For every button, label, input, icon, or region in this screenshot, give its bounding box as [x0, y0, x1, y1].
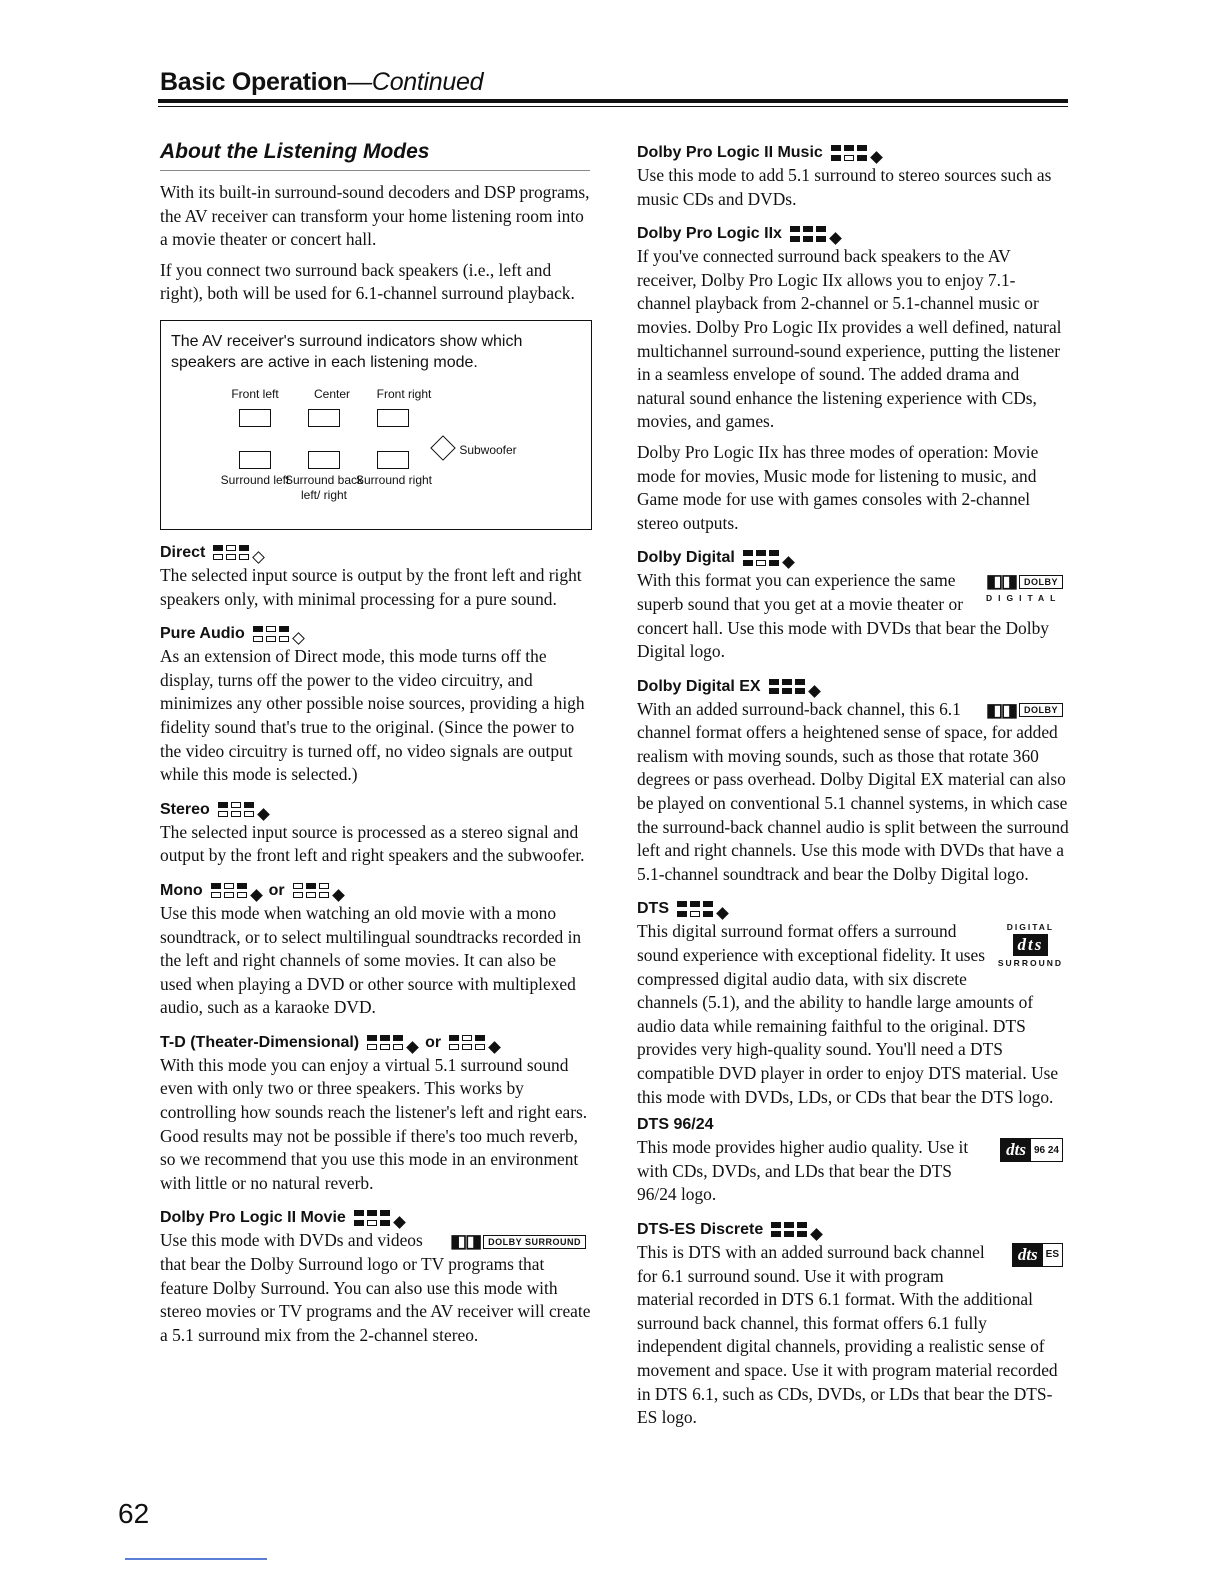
dolby-double-d-icon: ◧◨ [450, 1231, 481, 1252]
mode-name: Dolby Pro Logic IIx [637, 225, 782, 243]
header-rule-thin [158, 106, 1068, 107]
intro-paragraph: If you connect two surround back speakers (i.e., left and right), both will be used for 6.1-channel surround playback. [160, 259, 575, 304]
mode-name: Dolby Pro Logic II Movie [160, 1209, 346, 1227]
mode-description: If you've connected surround back speakers to the AV receiver, Dolby Pro Logic IIx allows you to enjoy 7.1-channel playback from 2-channel or 5.1-channel music or movies. Dolby Pro Logic IIx provides a well defined, natural multichannel surround-sound experience, putting the listener in a seamless envelope of sound. The added drama and natural sound enhance the listening experience with CDs, movies, and games. [637, 246, 1062, 432]
dolby-double-d-icon: ◧◨ [985, 699, 1016, 720]
mode-heading-direct [160, 544, 592, 562]
page-number: 62 [118, 1498, 150, 1529]
label-front-left: Front left [231, 386, 279, 401]
mode-name: T-D (Theater-Dimensional) [160, 1033, 360, 1051]
mode-description: With this mode you can enjoy a virtual 5.1 surround sound even with only two or three speakers. This works by controlling how sounds reach the listener's left and right ears. Good results may not be possible if there's too much reverb, so we recommend that you use this mode in an environment with little or no natural reverb. [160, 1054, 588, 1193]
indicator-note-box [160, 320, 592, 530]
header-rule [158, 99, 1068, 103]
mode-description: Use this mode with DVDs and videos that bear the Dolby Surround logo or TV programs that feature Dolby Surround. You can also use this mode with stereo movies or TV programs and the AV receiver will create a 5.1 surround mix from the 2-channel stereo. [160, 1230, 591, 1345]
left-column [160, 140, 592, 1354]
label-front-right: Front right [376, 386, 432, 401]
mode-heading-mono [160, 882, 592, 900]
mode-name: Stereo [160, 800, 210, 818]
surround-indicator-icon [790, 226, 840, 243]
surround-indicator-icon [213, 545, 263, 562]
mode-heading-dts [637, 900, 1069, 918]
dts-96-24-logo: dts 96 24 [1000, 1138, 1063, 1162]
section-rule [160, 170, 590, 171]
mode-description: The selected input source is output by the front left and right speakers only, with minimal processing for a pure sound. [160, 564, 582, 609]
surround-indicator-icon [449, 1035, 499, 1052]
label-center: Center [313, 386, 351, 401]
header-title: Basic Operation [160, 68, 348, 96]
mode-heading-theater-dimensional [160, 1034, 592, 1052]
mode-heading-dts-es-discrete [637, 1221, 1069, 1239]
center-speaker-box [308, 409, 340, 427]
dolby-surround-logo: ◧◨ DOLBY SURROUND [450, 1231, 586, 1252]
intro-paragraph: With its built-in surround-sound decoders and DSP programs, the AV receiver can transform your home listening room into a movie theater or concert hall. [160, 182, 590, 250]
mode-name: Dolby Pro Logic II Music [637, 144, 823, 161]
mode-description: This digital surround format offers a surround sound experience with exceptional fidelity. It uses compressed digital audio data, with six discrete channels (5.1), and the ability to handle large amounts of audio data while remaining faithful to the original. DTS provides very high-quality sound. You'll need a DTS compatible DVD player in order to enjoy DTS material. Use this mode with DVDs, LDs, or CDs that bear the DTS logo. [637, 921, 1059, 1107]
surround-right-speaker-box [377, 451, 409, 469]
mode-description: With this format you can experience the same superb sound that you get at a movie theater or concert hall. Use this mode with DVDs that bear the Dolby Digital logo. [637, 570, 1049, 662]
mode-description: Use this mode to add 5.1 surround to stereo sources such as music CDs and DVDs. [637, 165, 1052, 209]
mode-heading-pure-audio [160, 625, 592, 643]
surround-indicator-icon [769, 679, 819, 696]
dolby-digital-logo: ◧◨ DOLBY DIGITAL [985, 571, 1062, 604]
label-surround-left: Surround left [220, 472, 290, 487]
front-right-speaker-box [377, 409, 409, 427]
mode-name: Direct [160, 543, 206, 561]
surround-indicator-icon [831, 145, 881, 162]
mode-heading-dolby-pro-logic-ii-movie [160, 1209, 592, 1227]
surround-indicator-icon [354, 1210, 404, 1227]
mode-name: DTS 96/24 [637, 1116, 714, 1134]
mode-description: This mode provides higher audio quality. Use it with CDs, DVDs, and LDs that bear the DTS 96/24 logo. [637, 1137, 969, 1205]
surround-indicator-icon [293, 883, 343, 900]
right-column [637, 144, 1069, 1437]
dts-es-logo: dts ES [1012, 1243, 1063, 1267]
mode-name: DTS-ES Discrete [637, 1220, 764, 1238]
note-text: The AV receiver's surround indicators show which speakers are active in each listening mode. [171, 332, 523, 371]
or-text: or [425, 1033, 442, 1051]
section-title: About the Listening Modes [160, 140, 430, 163]
mode-description: This is DTS with an added surround back channel for 6.1 surround sound. Use it with program material recorded in DTS 6.1 format. With the additional surround back channel, this format offers 6.1 fully independent digital channels, providing a realistic sense of movement and space. Use it with program material recorded in DTS 6.1, such as CDs, DVDs, or LDs that bear the DTS-ES logo. [637, 1241, 1058, 1428]
surround-indicator-icon [218, 802, 268, 819]
mode-heading-dolby-pro-logic-ii-music [637, 144, 1069, 162]
surround-indicator-icon [253, 626, 303, 643]
label-surround-right: Surround right [355, 472, 433, 487]
mode-heading-dolby-digital-ex [637, 678, 1069, 696]
mode-heading-dolby-pro-logic-iix [637, 225, 1069, 243]
surround-indicator-icon [367, 1035, 417, 1052]
footer-rule [125, 1558, 267, 1560]
header-continued: —Continued [347, 68, 484, 96]
surround-indicator-icon [677, 901, 727, 918]
dts-digital-surround-logo: DIGITAL dts SURROUND [997, 922, 1063, 969]
mode-name: Dolby Digital EX [637, 677, 761, 695]
mode-heading-dts-96-24 [637, 1116, 1069, 1134]
or-text: or [268, 881, 285, 899]
mode-description: Dolby Pro Logic IIx has three modes of operation: Movie mode for movies, Music mode for listening to music, and Game mode for use with games consoles with 2-channel stereo outputs. [637, 441, 1039, 533]
mode-description: The selected input source is processed as a stereo signal and output by the front left and right speakers and the subwoofer. [160, 821, 585, 866]
label-surround-back: Surround back left/ right [284, 472, 364, 502]
mode-heading-stereo [160, 801, 592, 819]
mode-name: DTS [637, 900, 669, 918]
surround-indicator-icon [743, 550, 793, 567]
mode-heading-dolby-digital [637, 549, 1069, 567]
dolby-double-d-icon: ◧◨ [985, 571, 1016, 592]
mode-description: As an extension of Direct mode, this mode turns off the display, turns off the power to the video circuitry, and minimizes any other possible noise sources, providing a high fidelity sound that's true to the original. (Since the power to the video circuitry is turned off, no video signals are output while this mode is selected.) [160, 646, 585, 785]
surround-left-speaker-box [239, 451, 271, 469]
surround-back-speaker-box [308, 451, 340, 469]
dolby-logo: ◧◨ DOLBY [986, 700, 1063, 721]
mode-name: Pure Audio [160, 625, 245, 643]
mode-name: Dolby Digital [637, 549, 735, 567]
surround-indicator-icon [211, 883, 261, 900]
surround-indicator-icon [771, 1222, 821, 1239]
page-header [160, 68, 483, 97]
mode-name: Mono [160, 881, 203, 899]
front-left-speaker-box [239, 409, 271, 427]
label-subwoofer: Subwoofer [459, 442, 517, 457]
mode-description: With an added surround-back channel, this 6.1 channel format offers a heightened sense of space, for added realism with moving sounds, such as those that rotate 360 degrees or pass overhead. Dolby Digital EX material can also be played on conventional 5.1 channel systems, in which case the surround-back channel audio is split between the surround left and right channels. Use this mode with DVDs that have a 5.1-channel soundtrack and bear the Dolby Digital logo. [637, 698, 1069, 884]
speaker-diagram [171, 381, 581, 521]
mode-description: Use this mode when watching an old movie with a mono soundtrack, or to select multilingual soundtracks recorded in the left and right channels of some movies. It can also be used when playing a DVD or other source with multiplexed audio, such as a karaoke DVD. [160, 902, 582, 1018]
